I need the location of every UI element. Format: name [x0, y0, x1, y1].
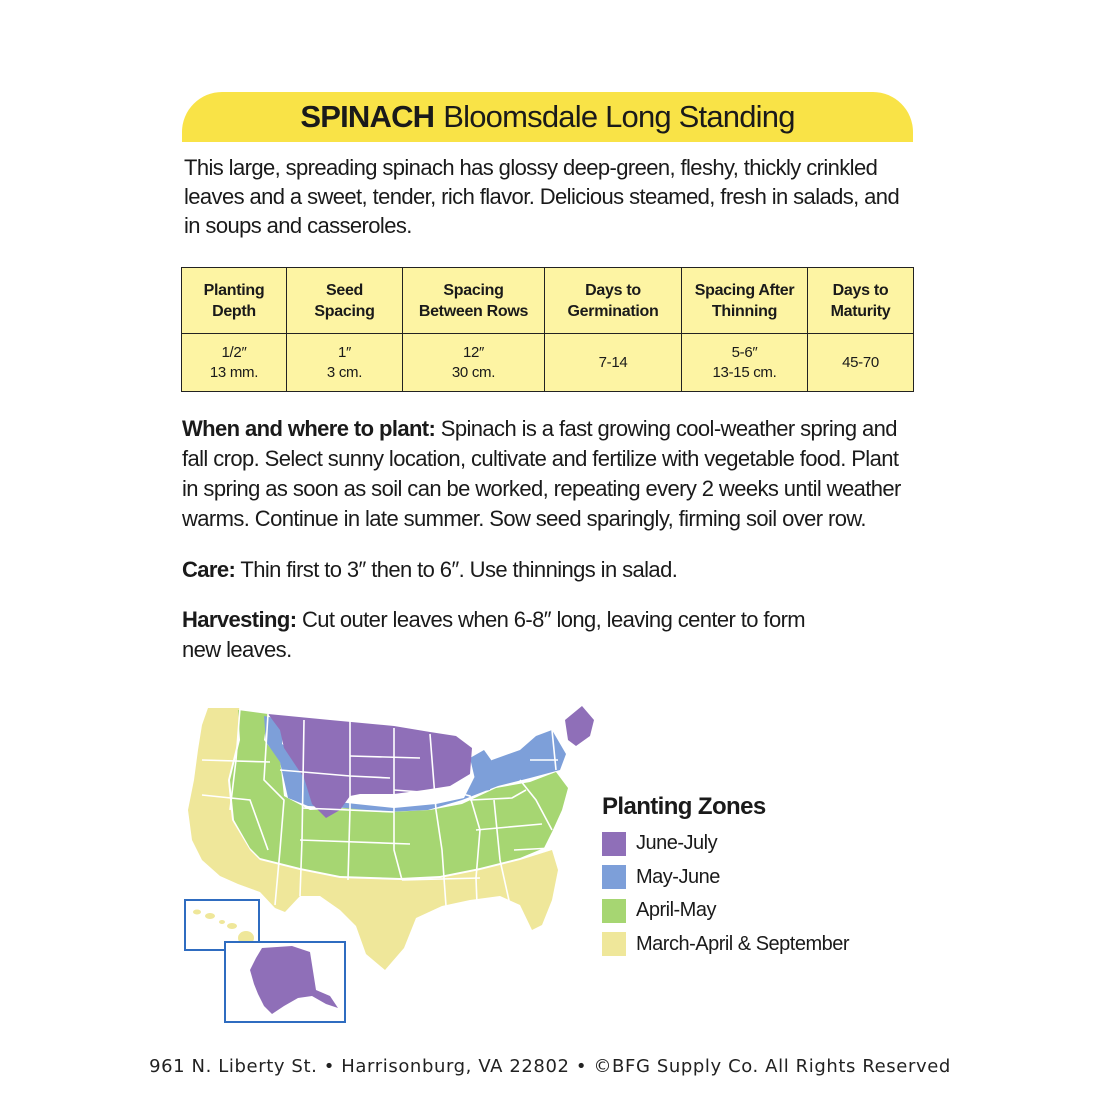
planting-zone-map [180, 700, 610, 1030]
legend-item-june-july: June-July [602, 827, 902, 861]
header-days-to-maturity: Days to Maturity [808, 268, 914, 334]
legend-item-may-june: May-June [602, 861, 902, 895]
title-variety: Bloomsdale Long Standing [443, 99, 795, 134]
title-crop: SPINACH [300, 99, 435, 134]
when-where-section [182, 414, 917, 534]
value-days-to-germination: 7-14 [545, 334, 682, 392]
value-seed-spacing: 1″ 3 cm. [287, 334, 403, 392]
specs-header-row [182, 268, 914, 334]
title-banner [182, 92, 913, 142]
care-section [182, 555, 917, 585]
header-seed-spacing: Seed Spacing [287, 268, 403, 334]
header-planting-depth: Planting Depth [182, 268, 287, 334]
care-label: Care: [182, 557, 236, 582]
legend-swatch [602, 865, 626, 889]
growing-specs-table [181, 267, 914, 392]
legend-title: Planting Zones [602, 793, 766, 820]
value-spacing-between-rows: 12″ 30 cm. [403, 334, 545, 392]
legend-swatch [602, 899, 626, 923]
harvesting-text: Cut outer leaves when 6-8″ long, leaving center to form new leaves. [182, 607, 806, 662]
harvesting-section [182, 605, 822, 665]
header-days-to-germination: Days to Germination [545, 268, 682, 334]
legend-swatch [602, 832, 626, 856]
value-spacing-after-thinning: 5-6″ 13-15 cm. [682, 334, 808, 392]
legend-item-march-april-september: March-April & September [602, 928, 902, 962]
specs-value-row [182, 334, 914, 392]
when-where-label: When and where to plant: [182, 416, 436, 441]
planting-zones-legend [602, 793, 902, 961]
footer-address: 961 N. Liberty St. • Harrisonburg, VA 22802 • ©BFG Supply Co. All Rights Reserved [149, 1056, 951, 1077]
when-where-text: Spinach is a fast growing cool-weather spring and fall crop. Select sunny location, cultivate and fertilize with vegetable food. Plant in spring as soon as soil can be worked, repeating every 2 weeks until weather warms. Continue in late summer. Sow seed sparingly, firming soil over row. [182, 416, 901, 531]
description: This large, spreading spinach has glossy deep-green, fleshy, thickly crinkled leaves and a sweet, tender, rich flavor. Delicious steamed, fresh in salads, and in soups and casseroles. [184, 155, 900, 238]
legend-swatch [602, 932, 626, 956]
legend-item-april-may: April-May [602, 894, 902, 928]
header-spacing-between-rows: Spacing Between Rows [403, 268, 545, 334]
header-spacing-after-thinning: Spacing After Thinning [682, 268, 808, 334]
value-planting-depth: 1/2″ 13 mm. [182, 334, 287, 392]
value-days-to-maturity: 45-70 [808, 334, 914, 392]
care-text: Thin first to 3″ then to 6″. Use thinnings in salad. [235, 557, 678, 582]
harvesting-label: Harvesting: [182, 607, 297, 632]
